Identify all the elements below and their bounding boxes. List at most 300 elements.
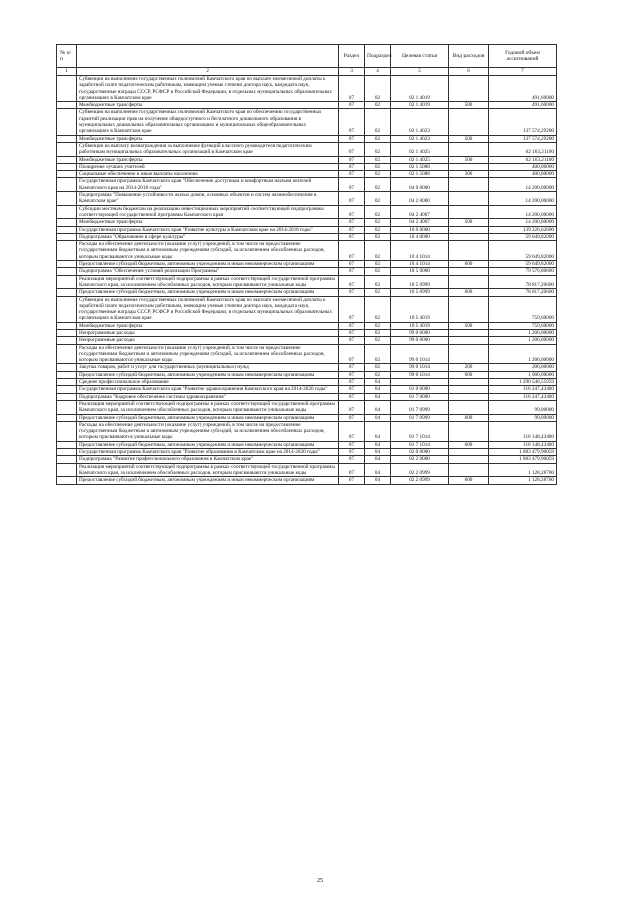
- table-row: [57, 477, 557, 484]
- cell-summa: 116 247,43400: [489, 386, 557, 393]
- cell-podrazdel: 02: [365, 275, 391, 289]
- cell-podrazdel: 04: [365, 379, 391, 386]
- table-row: [57, 322, 557, 329]
- cell-podrazdel: 02: [365, 329, 391, 336]
- cell-podrazdel: 02: [365, 163, 391, 170]
- cell-name: Расходы на обеспечение деятельности (оказание услуг) учреждений, в том числе на предоставление государственным бюджетным и автономным учреждениям субсидий, за исключением обособленных расходов, которым присваиваются уникальные коды: [77, 344, 339, 364]
- cell-tselevaya: 10 5 4019: [391, 322, 449, 329]
- cell-num: [57, 226, 77, 233]
- table-row: [57, 344, 557, 364]
- cell-vid: [449, 205, 489, 219]
- cell-num: [57, 393, 77, 400]
- cell-razdel: 07: [339, 241, 365, 261]
- cell-podrazdel: 02: [365, 337, 391, 344]
- cell-num: [57, 296, 77, 322]
- header-vid: Вид расходов: [449, 45, 489, 68]
- cell-razdel: 07: [339, 226, 365, 233]
- cell-name: Подпрограмма "Образование в сфере культуры": [77, 233, 339, 240]
- table-row: [57, 456, 557, 463]
- cell-podrazdel: 04: [365, 449, 391, 456]
- cell-summa: 139 226,62600: [489, 226, 557, 233]
- cell-razdel: 07: [339, 163, 365, 170]
- cell-razdel: 07: [339, 233, 365, 240]
- cell-razdel: 07: [339, 379, 365, 386]
- cell-num: [57, 344, 77, 364]
- cell-summa: 759,60000: [489, 322, 557, 329]
- cell-podrazdel: 04: [365, 477, 391, 484]
- cell-vid: [449, 142, 489, 156]
- table-row: [57, 329, 557, 336]
- cell-vid: [449, 241, 489, 261]
- cell-razdel: 07: [339, 135, 365, 142]
- cell-vid: [449, 76, 489, 102]
- cell-podrazdel: 04: [365, 421, 391, 441]
- cell-tselevaya: 10 4 1014: [391, 241, 449, 261]
- cell-podrazdel: 04: [365, 414, 391, 421]
- cell-name: Межбюджетные трансферты: [77, 135, 339, 142]
- cell-summa: 62 163,21100: [489, 156, 557, 163]
- table-row: [57, 441, 557, 448]
- table-row: [57, 171, 557, 178]
- cell-tselevaya: 02 1 4023: [391, 135, 449, 142]
- cell-summa: 1 000,00000: [489, 371, 557, 378]
- cell-razdel: 07: [339, 477, 365, 484]
- cell-razdel: 07: [339, 441, 365, 448]
- cell-name: Межбюджетные трансферты: [77, 219, 339, 226]
- cell-vid: 600: [449, 371, 489, 378]
- column-number: 2: [77, 68, 339, 76]
- cell-summa: 1 083 479,90059: [489, 456, 557, 463]
- cell-razdel: 07: [339, 219, 365, 226]
- table-row: [57, 109, 557, 135]
- cell-name: Предоставление субсидий бюджетным, автономным учреждениям и иным некоммерческим организациям: [77, 289, 339, 296]
- cell-num: [57, 178, 77, 192]
- cell-razdel: 07: [339, 156, 365, 163]
- cell-tselevaya: 01 7 1014: [391, 441, 449, 448]
- budget-table: [56, 44, 557, 485]
- cell-vid: 600: [449, 289, 489, 296]
- cell-tselevaya: 10 4 0000: [391, 233, 449, 240]
- table-row: [57, 226, 557, 233]
- cell-num: [57, 371, 77, 378]
- header-razdel: Раздел: [339, 45, 365, 68]
- cell-podrazdel: 02: [365, 241, 391, 261]
- table-row: [57, 156, 557, 163]
- table-row: [57, 449, 557, 456]
- cell-tselevaya: 04 2 4007: [391, 219, 449, 226]
- table-row: [57, 135, 557, 142]
- cell-tselevaya: 10 4 1014: [391, 261, 449, 268]
- cell-vid: [449, 226, 489, 233]
- cell-summa: 79 576,80600: [489, 268, 557, 275]
- cell-vid: [449, 296, 489, 322]
- cell-num: [57, 322, 77, 329]
- cell-tselevaya: 01 7 0999: [391, 414, 449, 421]
- cell-podrazdel: 04: [365, 400, 391, 414]
- table-row: [57, 386, 557, 393]
- table-row: [57, 268, 557, 275]
- table-row: [57, 371, 557, 378]
- cell-name: Государственная программа Камчатского края "Развитие образования в Камчатском крае на 2014-2020 годы": [77, 449, 339, 456]
- cell-vid: 500: [449, 102, 489, 109]
- cell-razdel: 07: [339, 421, 365, 441]
- cell-num: [57, 241, 77, 261]
- cell-vid: 600: [449, 477, 489, 484]
- cell-name: Субсидии местным бюджетам на реализацию инвестиционных мероприятий соответствующей подпрограммы соответствующей государственной программы Камчатского края: [77, 205, 339, 219]
- cell-name: Расходы на обеспечение деятельности (оказание услуг) учреждений, в том числе на предоставление государственным бюджетным и автономным учреждениям субсидий, за исключением обособленных расходов, которым присваиваются уникальные коды: [77, 241, 339, 261]
- table-row: [57, 261, 557, 268]
- cell-num: [57, 364, 77, 371]
- cell-name: Межбюджетные трансферты: [77, 322, 339, 329]
- cell-podrazdel: 02: [365, 171, 391, 178]
- cell-name: Реализация мероприятий соответствующей подпрограммы в рамках соответствующей государственной программы Камчатского края, за исключением обособленных расходов, которым присваиваются уникальные коды: [77, 400, 339, 414]
- cell-vid: [449, 344, 489, 364]
- cell-podrazdel: 02: [365, 371, 391, 378]
- table-row: [57, 192, 557, 206]
- cell-name: Подпрограмма "Обеспечение условий реализации Программы": [77, 268, 339, 275]
- cell-tselevaya: [391, 379, 449, 386]
- table-row: [57, 400, 557, 414]
- cell-name: Непрограммные расходы: [77, 329, 339, 336]
- cell-summa: 137 574,29200: [489, 135, 557, 142]
- cell-num: [57, 171, 77, 178]
- column-number: 5: [391, 68, 449, 76]
- column-number: 1: [57, 68, 77, 76]
- cell-razdel: 07: [339, 463, 365, 477]
- cell-num: [57, 219, 77, 226]
- cell-num: [57, 449, 77, 456]
- cell-vid: [449, 109, 489, 135]
- cell-num: [57, 456, 77, 463]
- cell-podrazdel: 04: [365, 456, 391, 463]
- cell-name: Предоставление субсидий бюджетным, автономным учреждениям и иным некоммерческим организациям: [77, 414, 339, 421]
- cell-razdel: 07: [339, 192, 365, 206]
- cell-num: [57, 463, 77, 477]
- cell-tselevaya: 10 5 0999: [391, 275, 449, 289]
- cell-vid: 600: [449, 261, 489, 268]
- cell-tselevaya: 01 7 0999: [391, 400, 449, 414]
- cell-tselevaya: 02 0 0000: [391, 449, 449, 456]
- cell-num: [57, 289, 77, 296]
- cell-vid: [449, 163, 489, 170]
- cell-summa: 14 200,00000: [489, 205, 557, 219]
- cell-tselevaya: 04 0 0000: [391, 178, 449, 192]
- cell-vid: 500: [449, 156, 489, 163]
- table-row: [57, 421, 557, 441]
- cell-razdel: 07: [339, 344, 365, 364]
- table-row: [57, 241, 557, 261]
- cell-summa: 59 649,82000: [489, 233, 557, 240]
- cell-tselevaya: 02 1 4023: [391, 109, 449, 135]
- cell-summa: 78 817,20600: [489, 289, 557, 296]
- table-row: [57, 414, 557, 421]
- cell-tselevaya: 02 1 4025: [391, 142, 449, 156]
- cell-name: Подпрограмма "Кадровое обеспечение системы здравоохранения": [77, 393, 339, 400]
- table-row: [57, 379, 557, 386]
- cell-name: Среднее профессиональное образование: [77, 379, 339, 386]
- cell-podrazdel: 04: [365, 441, 391, 448]
- cell-tselevaya: 02 1 4019: [391, 102, 449, 109]
- cell-podrazdel: 02: [365, 219, 391, 226]
- cell-razdel: 07: [339, 109, 365, 135]
- cell-vid: [449, 275, 489, 289]
- cell-num: [57, 76, 77, 102]
- column-number: 3: [339, 68, 365, 76]
- cell-summa: 14 200,00000: [489, 192, 557, 206]
- cell-tselevaya: 10 0 0000: [391, 226, 449, 233]
- cell-razdel: 07: [339, 178, 365, 192]
- cell-podrazdel: 02: [365, 109, 391, 135]
- cell-name: Подпрограмма "Развитие профессионального образования в Камчатском крае": [77, 456, 339, 463]
- cell-num: [57, 477, 77, 484]
- cell-vid: [449, 456, 489, 463]
- cell-vid: [449, 449, 489, 456]
- cell-name: Социальные обеспечение и иные выплаты населению: [77, 171, 339, 178]
- column-number-row: [57, 68, 557, 76]
- cell-razdel: 07: [339, 400, 365, 414]
- cell-podrazdel: 02: [365, 268, 391, 275]
- cell-summa: 78 817,20600: [489, 275, 557, 289]
- cell-name: Субвенции на выполнение государственных полномочий Камчатского края по выплате ежемесячной доплаты к заработной плате педагогическим работникам, имеющим ученые степени доктора наук, кандидата наук, государственные награды СССР, РСФСР и Российской Федерации, в отдельных муниципальных образовательных организациях в Камчатском крае: [77, 296, 339, 322]
- table-row: [57, 337, 557, 344]
- cell-name: Поощрение лучших учителей: [77, 163, 339, 170]
- cell-podrazdel: 02: [365, 233, 391, 240]
- cell-razdel: 07: [339, 386, 365, 393]
- cell-num: [57, 268, 77, 275]
- cell-tselevaya: 99 0 0000: [391, 337, 449, 344]
- cell-summa: 400,00000: [489, 163, 557, 170]
- cell-vid: [449, 421, 489, 441]
- cell-razdel: 07: [339, 102, 365, 109]
- cell-podrazdel: 02: [365, 102, 391, 109]
- cell-razdel: 07: [339, 205, 365, 219]
- cell-razdel: 07: [339, 289, 365, 296]
- cell-razdel: 07: [339, 171, 365, 178]
- cell-vid: [449, 400, 489, 414]
- cell-vid: 600: [449, 414, 489, 421]
- cell-summa: 99,00000: [489, 400, 557, 414]
- cell-podrazdel: 02: [365, 289, 391, 296]
- table-row: [57, 178, 557, 192]
- cell-vid: [449, 463, 489, 477]
- cell-vid: [449, 268, 489, 275]
- cell-name: Субвенции на выплату вознаграждения за выполнение функций классного руководителя педагогическим работникам муниципальных образовательных организаций в Камчатском крае: [77, 142, 339, 156]
- cell-vid: [449, 192, 489, 206]
- cell-num: [57, 329, 77, 336]
- cell-name: Государственная программа Камчатского края "Обеспечение доступным и комфортным жильем жителей Камчатского края на 2014-2018 годы": [77, 178, 339, 192]
- cell-num: [57, 156, 77, 163]
- cell-summa: 400,00000: [489, 171, 557, 178]
- cell-vid: 500: [449, 322, 489, 329]
- cell-vid: [449, 329, 489, 336]
- cell-podrazdel: 02: [365, 156, 391, 163]
- cell-podrazdel: 02: [365, 76, 391, 102]
- cell-podrazdel: 02: [365, 205, 391, 219]
- cell-summa: 1 206,00000: [489, 344, 557, 364]
- cell-name: Субвенции на выполнение государственных полномочий Камчатского края по обеспечению государственных гарантий реализации прав на получение общедоступного и бесплатного дошкольного образования в муниципальных дошкольных образовательных организациях и муниципальных общеобразовательных организациях в Камчатском крае: [77, 109, 339, 135]
- cell-podrazdel: 02: [365, 142, 391, 156]
- cell-vid: [449, 386, 489, 393]
- cell-razdel: 07: [339, 322, 365, 329]
- table-header-row: [57, 45, 557, 68]
- header-name: [77, 45, 339, 68]
- cell-summa: 1 128,28700: [489, 463, 557, 477]
- cell-tselevaya: 02 2 0000: [391, 456, 449, 463]
- cell-podrazdel: 02: [365, 226, 391, 233]
- cell-podrazdel: 02: [365, 322, 391, 329]
- table-row: [57, 219, 557, 226]
- cell-podrazdel: 02: [365, 192, 391, 206]
- cell-name: Расходы на обеспечение деятельности (оказание услуг) учреждений, в том числе на предоставление государственным бюджетным и автономным учреждениям субсидий, за исключением обособленных расходов, которым присваиваются уникальные коды: [77, 421, 339, 441]
- cell-name: Предоставление субсидий бюджетным, автономным учреждениям и иным некоммерческим организациям: [77, 441, 339, 448]
- header-podrazdel: Подраздел: [365, 45, 391, 68]
- cell-tselevaya: 01 7 0000: [391, 393, 449, 400]
- cell-razdel: 07: [339, 296, 365, 322]
- cell-podrazdel: 02: [365, 261, 391, 268]
- cell-summa: 1 083 479,90059: [489, 449, 557, 456]
- cell-razdel: 07: [339, 268, 365, 275]
- cell-razdel: 07: [339, 275, 365, 289]
- cell-num: [57, 135, 77, 142]
- table-row: [57, 275, 557, 289]
- cell-razdel: 07: [339, 261, 365, 268]
- cell-tselevaya: 02 1 5088: [391, 163, 449, 170]
- cell-tselevaya: 04 2 0000: [391, 192, 449, 206]
- cell-vid: [449, 178, 489, 192]
- cell-num: [57, 414, 77, 421]
- table-row: [57, 102, 557, 109]
- cell-name: Предоставление субсидий бюджетным, автономным учреждениям и иным некоммерческим организациям: [77, 371, 339, 378]
- cell-summa: 59 649,82000: [489, 241, 557, 261]
- cell-num: [57, 386, 77, 393]
- cell-summa: 759,60000: [489, 296, 557, 322]
- cell-vid: [449, 337, 489, 344]
- cell-num: [57, 400, 77, 414]
- table-row: [57, 163, 557, 170]
- cell-num: [57, 205, 77, 219]
- cell-summa: 99,00000: [489, 414, 557, 421]
- cell-razdel: 07: [339, 337, 365, 344]
- table-row: [57, 364, 557, 371]
- cell-name: Межбюджетные трансферты: [77, 102, 339, 109]
- cell-name: Субвенции на выполнение государственных полномочий Камчатского края по выплате ежемесячной доплаты к заработной плате педагогическим работникам, имеющим ученые степени доктора наук, кандидата наук, государственные награды СССР, РСФСР и Российской Федерации, в отдельных муниципальных образовательных организациях в Камчатском крае: [77, 76, 339, 102]
- cell-tselevaya: 04 2 4007: [391, 205, 449, 219]
- header-tselevaya: Целевая статья: [391, 45, 449, 68]
- cell-summa: 206,00000: [489, 364, 557, 371]
- cell-tselevaya: 99 0 1014: [391, 371, 449, 378]
- cell-tselevaya: 02 1 5088: [391, 171, 449, 178]
- cell-num: [57, 109, 77, 135]
- cell-vid: 200: [449, 364, 489, 371]
- cell-razdel: 07: [339, 456, 365, 463]
- page-number: 25: [317, 878, 323, 884]
- cell-summa: 137 574,29200: [489, 109, 557, 135]
- cell-tselevaya: 02 2 0999: [391, 463, 449, 477]
- cell-razdel: 07: [339, 414, 365, 421]
- cell-razdel: 07: [339, 449, 365, 456]
- table-row: [57, 76, 557, 102]
- cell-summa: 62 163,21100: [489, 142, 557, 156]
- column-number: 6: [449, 68, 489, 76]
- cell-podrazdel: 04: [365, 463, 391, 477]
- cell-vid: 500: [449, 135, 489, 142]
- cell-num: [57, 337, 77, 344]
- cell-razdel: 07: [339, 371, 365, 378]
- cell-name: Подпрограмма "Повышение устойчивости жилых домов, основных объектов и систем жизнеобеспечения в Камчатском крае": [77, 192, 339, 206]
- cell-vid: [449, 233, 489, 240]
- cell-name: Государственная программа Камчатского края "Развитие культуры в Камчатском крае на 2014-2018 годы": [77, 226, 339, 233]
- cell-num: [57, 421, 77, 441]
- cell-podrazdel: 02: [365, 344, 391, 364]
- cell-name: Непрограммные расходы: [77, 337, 339, 344]
- cell-name: Предоставление субсидий бюджетным, автономным учреждениям и иным некоммерческим организациям: [77, 477, 339, 484]
- cell-num: [57, 142, 77, 156]
- cell-num: [57, 441, 77, 448]
- table-row: [57, 289, 557, 296]
- cell-summa: 116 148,43400: [489, 441, 557, 448]
- cell-tselevaya: 99 0 0000: [391, 329, 449, 336]
- cell-name: Реализация мероприятий соответствующей подпрограммы в рамках соответствующей государственной программы Камчатского края, за исключением обособленных расходов, которым присваиваются уникальные коды: [77, 463, 339, 477]
- column-number: 7: [489, 68, 557, 76]
- header-summa: Годовой объем ассигнований: [489, 45, 557, 68]
- cell-summa: 1 206,00000: [489, 329, 557, 336]
- cell-podrazdel: 02: [365, 135, 391, 142]
- cell-tselevaya: 02 1 4025: [391, 156, 449, 163]
- cell-summa: 59 649,82000: [489, 261, 557, 268]
- cell-name: Реализация мероприятий соответствующей подпрограммы в рамках соответствующей государственной программы Камчатского края, за исключением обособленных расходов, которым присваиваются уникальные коды: [77, 275, 339, 289]
- table-row: [57, 233, 557, 240]
- table-body: [57, 76, 557, 485]
- cell-vid: 600: [449, 441, 489, 448]
- cell-num: [57, 275, 77, 289]
- cell-tselevaya: 01 7 1014: [391, 421, 449, 441]
- table-row: [57, 142, 557, 156]
- table-row: [57, 463, 557, 477]
- cell-podrazdel: 04: [365, 386, 391, 393]
- cell-tselevaya: 02 1 4019: [391, 76, 449, 102]
- document-sheet: [56, 44, 556, 485]
- cell-vid: [449, 393, 489, 400]
- cell-summa: 1 128,28700: [489, 477, 557, 484]
- cell-num: [57, 233, 77, 240]
- cell-num: [57, 192, 77, 206]
- cell-name: Межбюджетные трансферты: [77, 156, 339, 163]
- table-row: [57, 393, 557, 400]
- cell-tselevaya: 99 0 1014: [391, 344, 449, 364]
- table-row: [57, 296, 557, 322]
- cell-name: Государственная программа Камчатского края "Развитие здравоохранения Камчатского края на 2014-2020 годы": [77, 386, 339, 393]
- cell-podrazdel: 04: [365, 393, 391, 400]
- cell-name: Закупка товаров, работ и услуг для государственных (муниципальных) нужд: [77, 364, 339, 371]
- cell-tselevaya: 10 5 0000: [391, 268, 449, 275]
- cell-tselevaya: 10 5 0999: [391, 289, 449, 296]
- cell-razdel: 07: [339, 329, 365, 336]
- cell-tselevaya: 10 5 4019: [391, 296, 449, 322]
- cell-summa: 14 200,00000: [489, 219, 557, 226]
- cell-num: [57, 102, 77, 109]
- cell-summa: 14 200,00000: [489, 178, 557, 192]
- cell-razdel: 07: [339, 76, 365, 102]
- cell-summa: 491,60000: [489, 76, 557, 102]
- cell-num: [57, 163, 77, 170]
- column-number: 4: [365, 68, 391, 76]
- cell-summa: 1 206,00000: [489, 337, 557, 344]
- cell-razdel: 07: [339, 393, 365, 400]
- cell-podrazdel: 02: [365, 296, 391, 322]
- cell-summa: 116 148,43400: [489, 421, 557, 441]
- header-num: № п/п: [57, 45, 77, 68]
- cell-podrazdel: 02: [365, 364, 391, 371]
